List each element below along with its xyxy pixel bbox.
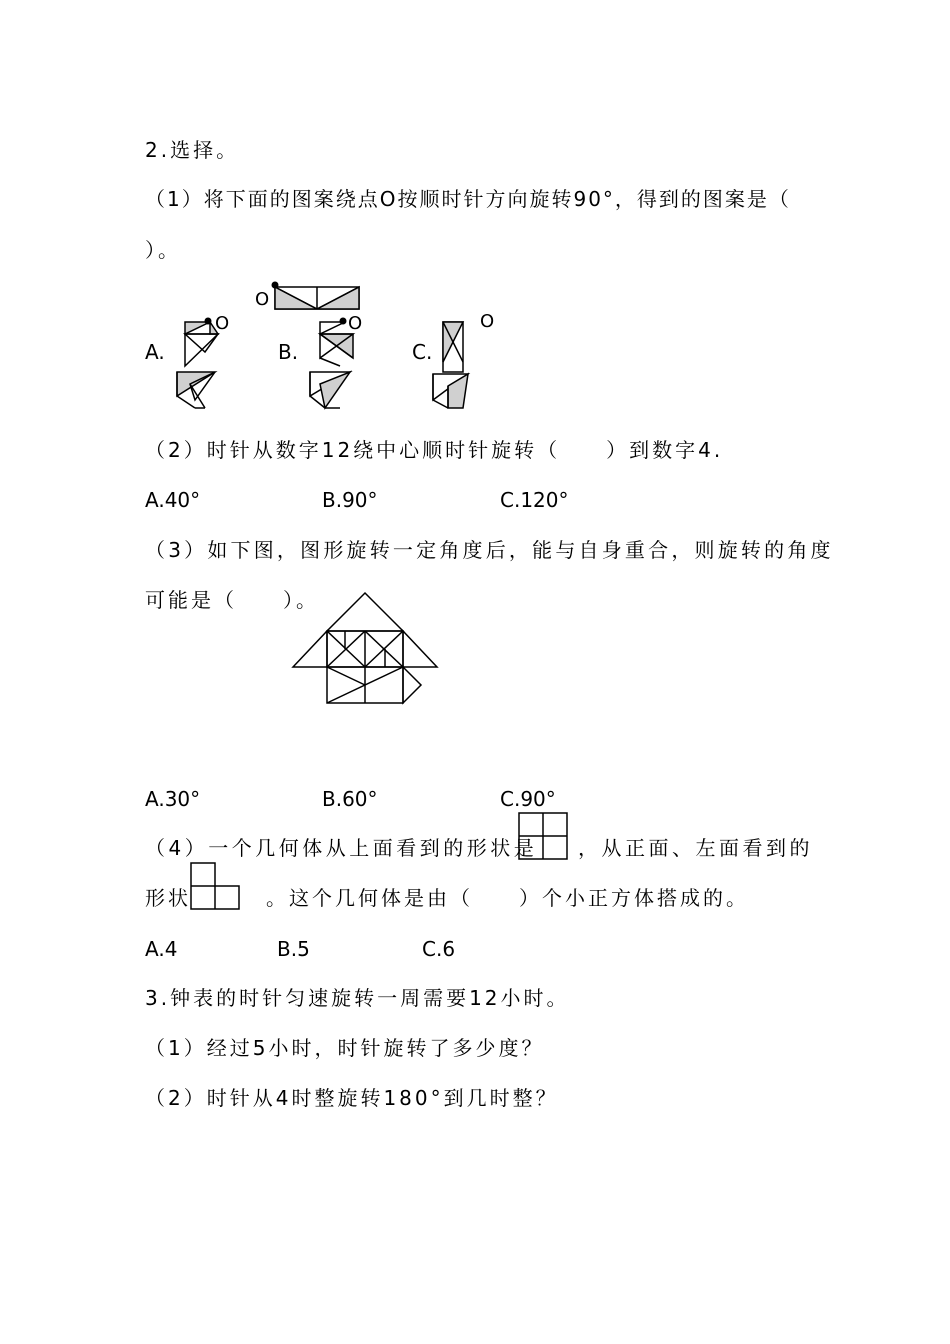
- original-pattern: [270, 280, 365, 315]
- section3-q2: （2）时针从4时整旋转180°到几时整？: [145, 1086, 559, 1110]
- q4-option-c[interactable]: C.6: [422, 937, 456, 961]
- q2-option-b[interactable]: B.90°: [322, 488, 378, 512]
- q4-option-b[interactable]: B.5: [277, 937, 310, 961]
- section3-heading: 3.钟表的时针匀速旋转一周需要12小时。: [145, 986, 570, 1010]
- q2-option-a[interactable]: A.40°: [145, 488, 201, 512]
- option-a-point-label: O: [215, 313, 230, 334]
- q4-line1-b: ，从正面、左面看到的: [578, 836, 813, 860]
- q3-tangram-figure: [290, 590, 445, 708]
- q2-option-c[interactable]: C.120°: [500, 488, 569, 512]
- q3-option-b[interactable]: B.60°: [322, 787, 378, 811]
- q3-option-a[interactable]: A.30°: [145, 787, 201, 811]
- q4-option-a[interactable]: A.4: [145, 937, 178, 961]
- option-c-figure: [428, 312, 488, 412]
- q1-option-a[interactable]: A.: [145, 340, 165, 364]
- q1-option-b[interactable]: B.: [278, 340, 299, 364]
- q1-line2: ）。: [145, 238, 181, 262]
- section3-q1: （1）经过5小时，时针旋转了多少度？: [145, 1036, 545, 1060]
- q4-line2-b: 。这个几何体是由（ ）个小正方体搭成的。: [266, 886, 749, 910]
- section2-heading: 2.选择。: [145, 138, 240, 162]
- option-b-point-label: O: [348, 313, 363, 334]
- q1-option-c[interactable]: C.: [412, 340, 433, 364]
- front-left-view-figure: [190, 862, 242, 912]
- q3-option-c[interactable]: C.90°: [500, 787, 556, 811]
- q2-text: （2）时针从数字12绕中心顺时针旋转（ ）到数字4.: [145, 438, 724, 462]
- q3-line1: （3）如下图，图形旋转一定角度后，能与自身重合，则旋转的角度: [145, 538, 834, 562]
- option-c-point-label: O: [480, 311, 495, 332]
- point-o-label: O: [255, 289, 270, 310]
- q4-line1-a: （4）一个几何体从上面看到的形状是: [145, 836, 538, 860]
- q4-line2-a: 形状: [145, 886, 191, 910]
- q1-line1: （1）将下面的图案绕点O按顺时针方向旋转90°，得到的图案是（: [145, 187, 791, 211]
- top-view-figure: [518, 812, 570, 862]
- q3-line2: 可能是（ ）。: [145, 588, 319, 612]
